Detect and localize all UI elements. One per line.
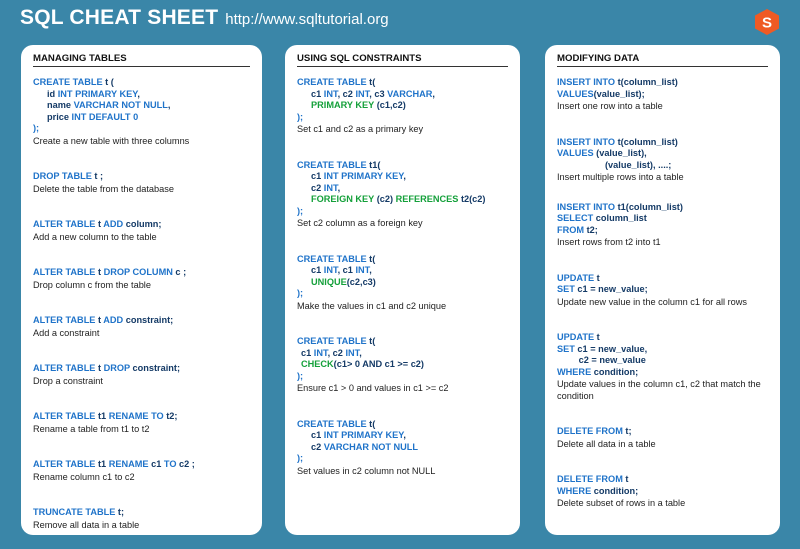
code-line <box>297 112 508 124</box>
code-token: c1 <box>311 265 324 275</box>
snippet-description: Insert one row into a table <box>557 101 663 111</box>
code-line <box>33 363 250 375</box>
code-token: VALUES <box>557 88 594 99</box>
snippet-description: Remove all data in a table <box>33 519 140 530</box>
code-token: c1 <box>311 88 324 99</box>
panel-sql-constraints <box>285 45 520 535</box>
code-token: RENAME <box>108 459 149 469</box>
code-line <box>297 277 508 289</box>
code-token: t1(column_list) <box>615 201 683 212</box>
code-token: (c1,c2) <box>374 100 406 110</box>
code-token: ); <box>297 288 304 298</box>
panel-managing-tables <box>21 45 262 535</box>
code-token: c2 <box>311 182 324 193</box>
code-token: (value_list), ....; <box>605 159 672 170</box>
code-token: SET <box>557 284 575 294</box>
code-line <box>557 202 768 214</box>
code-token: c1 = new_value; <box>574 284 648 294</box>
snippet-description: Drop column c from the table <box>33 279 151 290</box>
code-token: TRUNCATE TABLE <box>33 507 116 517</box>
code-line <box>297 265 508 277</box>
cheat-sheet-title: SQL CHEAT SHEET <box>20 6 219 29</box>
code-line <box>33 112 250 124</box>
code-line <box>297 100 508 112</box>
code-token: DROP <box>103 363 130 373</box>
code-line <box>297 206 508 218</box>
code-line <box>557 284 768 296</box>
code-token: c1 <box>311 171 324 181</box>
code-token: INSERT INTO <box>557 201 616 212</box>
sql-snippet <box>297 160 508 230</box>
panel-title: MODIFYING DATA <box>557 53 768 67</box>
snippet-description: Add a constraint <box>33 327 100 338</box>
site-url-link[interactable]: http://www.sqltutorial.org <box>225 11 389 28</box>
code-token: t1( <box>366 159 381 170</box>
code-token: c1 <box>148 459 164 469</box>
code-token: , <box>337 182 341 193</box>
code-token: INT <box>323 265 338 275</box>
code-token: t <box>95 315 104 325</box>
code-token: condition; <box>591 485 639 496</box>
snippet-description: Update new value in the column c1 for all rows <box>557 296 747 307</box>
code-line <box>557 77 768 89</box>
sql-snippet <box>33 219 250 243</box>
code-token: DELETE FROM <box>557 474 623 484</box>
code-token: t1 <box>95 459 109 469</box>
code-line <box>33 100 250 112</box>
code-token: CHECK <box>301 359 334 369</box>
code-token: t; <box>115 507 125 517</box>
sql-snippet <box>33 77 250 147</box>
code-line <box>557 426 768 438</box>
code-token: CREATE TABLE <box>297 159 367 170</box>
code-token: t2; <box>584 224 598 235</box>
code-token: ALTER TABLE <box>33 315 96 325</box>
code-token: condition; <box>591 366 639 377</box>
snippet-description: Add a new column to the table <box>33 231 157 242</box>
code-token: c2 = new_value <box>571 355 646 365</box>
snippet-description: Delete all data in a table <box>557 438 656 449</box>
snippet-description: Delete subset of rows in a table <box>557 498 686 508</box>
sql-snippet <box>557 273 768 309</box>
code-token: column_list <box>593 213 647 223</box>
code-token: RENAME TO <box>108 411 164 421</box>
code-token: constraint; <box>130 363 181 373</box>
code-token: t ( <box>102 77 114 87</box>
code-line <box>557 355 768 367</box>
code-line <box>297 336 508 348</box>
code-line <box>557 344 768 356</box>
code-token: INT <box>355 88 370 99</box>
snippet-description: Delete the table from the database <box>33 183 174 194</box>
code-line <box>33 267 250 279</box>
code-token: INSERT INTO <box>557 136 616 147</box>
code-token: INT <box>355 265 370 275</box>
code-token: ALTER TABLE <box>33 411 96 421</box>
code-token: VARCHAR NOT NULL <box>323 441 419 452</box>
code-token: c ; <box>172 267 187 277</box>
code-line <box>33 89 250 101</box>
code-token: CREATE TABLE <box>33 77 103 87</box>
code-token: name <box>47 100 74 110</box>
code-token: DELETE FROM <box>557 426 623 436</box>
sql-snippet <box>557 77 768 113</box>
sql-snippet <box>33 267 250 291</box>
code-token: t2; <box>163 411 178 421</box>
snippet-description: Set c2 column as a foreign key <box>297 218 423 228</box>
code-token: t <box>95 219 104 229</box>
code-token: c1 <box>311 430 324 440</box>
code-token: t <box>95 363 104 373</box>
sql-snippet <box>33 363 250 387</box>
code-token: c2 <box>311 441 324 452</box>
code-line <box>557 225 768 237</box>
code-token: price <box>47 111 72 122</box>
code-line <box>297 430 508 442</box>
code-line <box>297 89 508 101</box>
code-token: FOREIGN KEY <box>311 194 375 204</box>
snippet-description: Rename column c1 to c2 <box>33 471 135 482</box>
code-token: INT PRIMARY KEY <box>57 88 138 99</box>
code-token: (c2) <box>374 194 396 204</box>
code-line <box>557 273 768 285</box>
sql-snippet <box>557 474 768 510</box>
code-token: ); <box>297 370 304 381</box>
code-line <box>33 411 250 423</box>
code-token: , <box>137 88 140 99</box>
code-line <box>33 171 250 183</box>
code-token: ); <box>33 123 40 133</box>
code-token: VALUES <box>557 148 594 158</box>
code-token: INT <box>313 347 328 358</box>
snippet-description: Make the values in c1 and c2 unique <box>297 300 447 311</box>
code-line <box>297 194 508 206</box>
sql-snippet <box>33 459 250 483</box>
code-token: INT <box>323 88 338 99</box>
code-token: , <box>403 430 406 440</box>
snippet-description: Rename a table from t1 to t2 <box>33 423 150 434</box>
sql-snippet <box>557 332 768 402</box>
code-token: t; <box>622 426 632 436</box>
code-line <box>33 123 250 135</box>
code-token: INT DEFAULT 0 <box>71 111 139 122</box>
code-token: DROP TABLE <box>33 171 92 181</box>
code-token: INT PRIMARY KEY <box>323 171 404 181</box>
panel-title: MANAGING TABLES <box>33 53 250 67</box>
code-line <box>557 160 768 172</box>
code-line <box>557 213 768 225</box>
sql-snippet <box>297 419 508 478</box>
sql-snippet <box>557 426 768 450</box>
code-line <box>297 171 508 183</box>
code-line <box>297 288 508 300</box>
code-line <box>297 371 508 383</box>
code-token: c1 <box>301 347 314 358</box>
code-token: t( <box>366 77 376 87</box>
code-token: (c1> 0 AND c1 >= c2) <box>333 359 424 369</box>
code-token: ); <box>297 453 304 463</box>
code-token: INT <box>323 182 338 193</box>
code-token: , c3 <box>369 88 388 99</box>
code-token: TO <box>163 459 177 469</box>
code-line <box>297 453 508 465</box>
snippet-description: Drop a constraint <box>33 375 103 386</box>
code-token: VARCHAR NOT NULL <box>73 100 168 110</box>
code-token: , <box>369 265 372 275</box>
code-line <box>557 148 768 160</box>
code-token: (c2,c3) <box>346 276 376 287</box>
svg-text:S: S <box>761 14 773 32</box>
code-token: , <box>432 88 435 99</box>
code-token: t2(c2) <box>458 194 486 204</box>
code-token: ALTER TABLE <box>33 219 96 229</box>
code-token: constraint; <box>123 315 174 325</box>
code-token: t <box>594 272 600 283</box>
code-token: ); <box>297 205 304 216</box>
code-line <box>297 77 508 89</box>
snippet-description: Update values in the column c1, c2 that match the condition <box>557 379 761 401</box>
code-line <box>297 442 508 454</box>
code-token: , c1 <box>337 265 356 275</box>
code-token: UNIQUE <box>311 276 347 287</box>
header <box>20 6 389 40</box>
code-line <box>557 486 768 498</box>
sql-snippet <box>557 202 768 249</box>
sql-snippet <box>33 315 250 339</box>
code-token: UPDATE <box>557 272 595 283</box>
code-line <box>33 315 250 327</box>
code-token: t1 <box>95 411 109 421</box>
snippet-description: Set values in c2 column not NULL <box>297 465 436 476</box>
code-token: CREATE TABLE <box>297 77 367 87</box>
code-token: t(column_list) <box>615 136 678 147</box>
code-token: t( <box>366 418 376 429</box>
sql-snippet <box>33 507 250 531</box>
snippet-description: Insert rows from t2 into t1 <box>557 237 661 247</box>
code-token: t ; <box>91 171 104 181</box>
code-token: WHERE <box>557 485 592 496</box>
sqltutorial-logo-icon <box>755 9 779 35</box>
code-line <box>297 254 508 266</box>
code-token: c2 ; <box>176 459 195 469</box>
code-token: VARCHAR <box>387 88 433 99</box>
code-token: ADD <box>103 219 124 229</box>
code-line <box>557 332 768 344</box>
sql-snippet <box>557 137 768 184</box>
code-token: ); <box>297 111 304 122</box>
snippet-description: Set c1 and c2 as a primary key <box>297 124 424 134</box>
code-token: id <box>47 88 58 99</box>
code-token: t(column_list) <box>615 77 678 87</box>
code-line <box>297 419 508 431</box>
sql-snippet <box>33 171 250 195</box>
code-line <box>557 367 768 379</box>
sql-snippet <box>33 411 250 435</box>
code-token: DROP COLUMN <box>103 267 173 277</box>
code-token: ALTER TABLE <box>33 363 96 373</box>
code-line <box>33 219 250 231</box>
code-line <box>297 160 508 172</box>
code-token: , <box>403 171 406 181</box>
snippet-description: Insert multiple rows into a table <box>557 172 684 182</box>
sql-snippet <box>297 254 508 313</box>
code-line <box>33 77 250 89</box>
code-token: (value_list); <box>593 88 645 99</box>
sql-snippet <box>297 336 508 395</box>
code-token: CREATE TABLE <box>297 336 367 346</box>
panel-modifying-data <box>545 45 780 535</box>
snippet-description: Ensure c1 > 0 and values in c1 >= c2 <box>297 383 449 393</box>
code-token: INT PRIMARY KEY <box>323 430 404 440</box>
code-token: INSERT INTO <box>557 77 616 87</box>
code-token: SELECT <box>557 213 594 223</box>
code-token: UPDATE <box>557 332 595 342</box>
code-token: t <box>594 332 600 342</box>
code-token: t <box>95 267 104 277</box>
code-token: FROM <box>557 224 585 235</box>
code-line <box>557 89 768 101</box>
code-token: , <box>359 347 362 358</box>
code-token: PRIMARY KEY <box>311 100 375 110</box>
panel-title: USING SQL CONSTRAINTS <box>297 53 508 67</box>
code-token: INT <box>345 347 360 358</box>
snippet-description: Create a new table with three columns <box>33 135 190 146</box>
code-token: ADD <box>103 315 124 325</box>
code-token: , <box>167 100 171 110</box>
code-token: t( <box>366 253 376 264</box>
code-token: ALTER TABLE <box>33 267 96 277</box>
sql-snippet <box>297 77 508 136</box>
code-token: REFERENCES <box>395 194 459 204</box>
code-line <box>297 348 508 360</box>
code-line <box>557 137 768 149</box>
code-token: WHERE <box>557 366 592 377</box>
code-token: column; <box>123 219 162 229</box>
code-line <box>297 359 508 371</box>
code-token: CREATE TABLE <box>297 418 367 429</box>
code-token: SET <box>557 343 575 354</box>
code-token: CREATE TABLE <box>297 253 367 264</box>
code-token: , c2 <box>327 347 346 358</box>
code-token: (value_list), <box>593 148 647 158</box>
code-line <box>297 183 508 195</box>
code-line <box>33 507 250 519</box>
code-line <box>33 459 250 471</box>
code-token: t( <box>366 336 376 346</box>
code-token: , c2 <box>337 88 356 99</box>
code-token: ALTER TABLE <box>33 459 96 469</box>
code-token: t <box>622 474 629 484</box>
code-token: c1 = new_value, <box>574 343 648 354</box>
code-line <box>557 474 768 486</box>
